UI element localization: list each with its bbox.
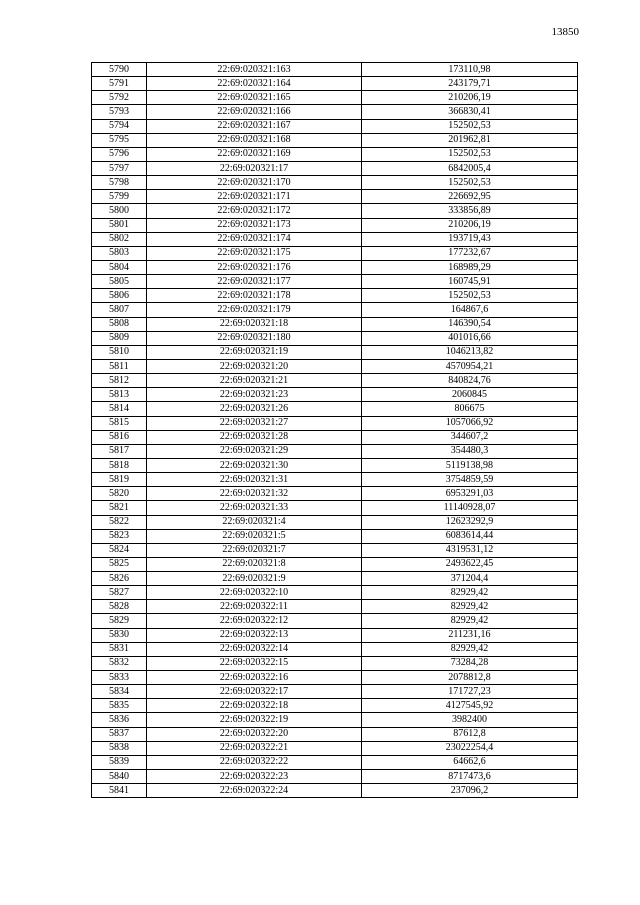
row-number-cell: 5841	[92, 784, 147, 798]
value-cell: 243179,71	[362, 77, 578, 91]
table-row	[92, 515, 578, 529]
value-cell: 2078812,8	[362, 671, 578, 685]
table-row	[92, 755, 578, 769]
cadastral-number-cell: 22:69:020322:12	[147, 614, 362, 628]
row-number-cell: 5831	[92, 642, 147, 656]
cadastral-number-cell: 22:69:020322:14	[147, 642, 362, 656]
value-cell: 5119138,98	[362, 458, 578, 472]
value-cell: 3754859,59	[362, 473, 578, 487]
value-cell: 2060845	[362, 388, 578, 402]
cadastral-number-cell: 22:69:020322:23	[147, 770, 362, 784]
value-cell: 6953291,03	[362, 487, 578, 501]
cadastral-number-cell: 22:69:020321:20	[147, 359, 362, 373]
value-cell: 333856,89	[362, 204, 578, 218]
value-cell: 160745,91	[362, 275, 578, 289]
table-row	[92, 430, 578, 444]
cadastral-number-cell: 22:69:020321:9	[147, 572, 362, 586]
value-cell: 226692,95	[362, 190, 578, 204]
row-number-cell: 5798	[92, 176, 147, 190]
cadastral-number-cell: 22:69:020321:170	[147, 176, 362, 190]
table-row	[92, 345, 578, 359]
value-cell: 237096,2	[362, 784, 578, 798]
table-row	[92, 487, 578, 501]
row-number-cell: 5834	[92, 685, 147, 699]
row-number-cell: 5820	[92, 487, 147, 501]
row-number-cell: 5840	[92, 770, 147, 784]
table-row	[92, 105, 578, 119]
table-row	[92, 303, 578, 317]
row-number-cell: 5794	[92, 119, 147, 133]
row-number-cell: 5812	[92, 374, 147, 388]
cadastral-number-cell: 22:69:020321:175	[147, 246, 362, 260]
table-row	[92, 713, 578, 727]
cadastral-number-cell: 22:69:020321:168	[147, 133, 362, 147]
cadastral-number-cell: 22:69:020321:172	[147, 204, 362, 218]
cadastral-number-cell: 22:69:020321:29	[147, 444, 362, 458]
row-number-cell: 5790	[92, 63, 147, 77]
value-cell: 4570954,21	[362, 359, 578, 373]
value-cell: 64662,6	[362, 755, 578, 769]
cadastral-number-cell: 22:69:020321:174	[147, 232, 362, 246]
row-number-cell: 5801	[92, 218, 147, 232]
row-number-cell: 5806	[92, 289, 147, 303]
row-number-cell: 5829	[92, 614, 147, 628]
cadastral-number-cell: 22:69:020321:30	[147, 458, 362, 472]
value-cell: 152502,53	[362, 289, 578, 303]
value-cell: 152502,53	[362, 176, 578, 190]
table-row	[92, 402, 578, 416]
row-number-cell: 5827	[92, 586, 147, 600]
row-number-cell: 5810	[92, 345, 147, 359]
row-number-cell: 5822	[92, 515, 147, 529]
value-cell: 12623292,9	[362, 515, 578, 529]
row-number-cell: 5803	[92, 246, 147, 260]
value-cell: 806675	[362, 402, 578, 416]
value-cell: 8717473,6	[362, 770, 578, 784]
cadastral-number-cell: 22:69:020321:4	[147, 515, 362, 529]
cadastral-number-cell: 22:69:020321:8	[147, 557, 362, 571]
cadastral-number-cell: 22:69:020321:176	[147, 260, 362, 274]
table-row	[92, 161, 578, 175]
value-cell: 82929,42	[362, 642, 578, 656]
value-cell: 23022254,4	[362, 741, 578, 755]
cadastral-number-cell: 22:69:020321:18	[147, 317, 362, 331]
table-row	[92, 91, 578, 105]
cadastral-number-cell: 22:69:020321:177	[147, 275, 362, 289]
cadastral-number-cell: 22:69:020321:27	[147, 416, 362, 430]
value-cell: 371204,4	[362, 572, 578, 586]
table-row	[92, 190, 578, 204]
value-cell: 82929,42	[362, 614, 578, 628]
value-cell: 164867,6	[362, 303, 578, 317]
value-cell: 171727,23	[362, 685, 578, 699]
cadastral-value-table	[91, 62, 578, 798]
row-number-cell: 5816	[92, 430, 147, 444]
value-cell: 3982400	[362, 713, 578, 727]
row-number-cell: 5814	[92, 402, 147, 416]
value-cell: 366830,41	[362, 105, 578, 119]
cadastral-number-cell: 22:69:020321:165	[147, 91, 362, 105]
cadastral-number-cell: 22:69:020321:7	[147, 543, 362, 557]
cadastral-number-cell: 22:69:020321:178	[147, 289, 362, 303]
cadastral-number-cell: 22:69:020321:179	[147, 303, 362, 317]
cadastral-number-cell: 22:69:020321:33	[147, 501, 362, 515]
row-number-cell: 5791	[92, 77, 147, 91]
row-number-cell: 5819	[92, 473, 147, 487]
cadastral-number-cell: 22:69:020322:24	[147, 784, 362, 798]
value-cell: 210206,19	[362, 218, 578, 232]
cadastral-number-cell: 22:69:020321:171	[147, 190, 362, 204]
value-cell: 1046213,82	[362, 345, 578, 359]
page-number: 13850	[551, 26, 579, 38]
cadastral-number-cell: 22:69:020322:18	[147, 699, 362, 713]
table-row	[92, 77, 578, 91]
row-number-cell: 5795	[92, 133, 147, 147]
cadastral-number-cell: 22:69:020322:13	[147, 628, 362, 642]
cadastral-number-cell: 22:69:020321:163	[147, 63, 362, 77]
table-row	[92, 119, 578, 133]
table-row	[92, 656, 578, 670]
table-row	[92, 260, 578, 274]
table-row	[92, 685, 578, 699]
table-row	[92, 529, 578, 543]
table-row	[92, 359, 578, 373]
row-number-cell: 5811	[92, 359, 147, 373]
cadastral-number-cell: 22:69:020322:20	[147, 727, 362, 741]
value-cell: 177232,67	[362, 246, 578, 260]
value-cell: 840824,76	[362, 374, 578, 388]
table-row	[92, 501, 578, 515]
row-number-cell: 5826	[92, 572, 147, 586]
cadastral-number-cell: 22:69:020321:32	[147, 487, 362, 501]
cadastral-number-cell: 22:69:020321:19	[147, 345, 362, 359]
cadastral-number-cell: 22:69:020322:21	[147, 741, 362, 755]
table-row	[92, 63, 578, 77]
cadastral-number-cell: 22:69:020321:5	[147, 529, 362, 543]
table-row	[92, 784, 578, 798]
value-cell: 2493622,45	[362, 557, 578, 571]
table-row	[92, 586, 578, 600]
row-number-cell: 5830	[92, 628, 147, 642]
value-cell: 344607,2	[362, 430, 578, 444]
row-number-cell: 5833	[92, 671, 147, 685]
row-number-cell: 5838	[92, 741, 147, 755]
table-row	[92, 444, 578, 458]
table-row	[92, 133, 578, 147]
table-row	[92, 770, 578, 784]
row-number-cell: 5832	[92, 656, 147, 670]
table-row	[92, 147, 578, 161]
table-row	[92, 614, 578, 628]
cadastral-number-cell: 22:69:020321:26	[147, 402, 362, 416]
row-number-cell: 5807	[92, 303, 147, 317]
row-number-cell: 5835	[92, 699, 147, 713]
value-cell: 1057066,92	[362, 416, 578, 430]
table-row	[92, 600, 578, 614]
value-cell: 6083614,44	[362, 529, 578, 543]
table-row	[92, 416, 578, 430]
row-number-cell: 5817	[92, 444, 147, 458]
row-number-cell: 5818	[92, 458, 147, 472]
value-cell: 152502,53	[362, 147, 578, 161]
row-number-cell: 5813	[92, 388, 147, 402]
table-row	[92, 572, 578, 586]
cadastral-number-cell: 22:69:020321:28	[147, 430, 362, 444]
table-row	[92, 727, 578, 741]
value-cell: 211231,16	[362, 628, 578, 642]
row-number-cell: 5804	[92, 260, 147, 274]
table-row	[92, 232, 578, 246]
cadastral-number-cell: 22:69:020321:167	[147, 119, 362, 133]
value-cell: 82929,42	[362, 586, 578, 600]
table-row	[92, 473, 578, 487]
row-number-cell: 5823	[92, 529, 147, 543]
row-number-cell: 5839	[92, 755, 147, 769]
value-cell: 87612,8	[362, 727, 578, 741]
row-number-cell: 5815	[92, 416, 147, 430]
row-number-cell: 5825	[92, 557, 147, 571]
value-cell: 201962,81	[362, 133, 578, 147]
cadastral-number-cell: 22:69:020321:21	[147, 374, 362, 388]
row-number-cell: 5793	[92, 105, 147, 119]
cadastral-number-cell: 22:69:020322:10	[147, 586, 362, 600]
value-cell: 4319531,12	[362, 543, 578, 557]
cadastral-number-cell: 22:69:020321:173	[147, 218, 362, 232]
row-number-cell: 5824	[92, 543, 147, 557]
value-cell: 11140928,07	[362, 501, 578, 515]
value-cell: 4127545,92	[362, 699, 578, 713]
row-number-cell: 5797	[92, 161, 147, 175]
row-number-cell: 5805	[92, 275, 147, 289]
value-cell: 82929,42	[362, 600, 578, 614]
cadastral-number-cell: 22:69:020322:17	[147, 685, 362, 699]
cadastral-number-cell: 22:69:020322:15	[147, 656, 362, 670]
cadastral-number-cell: 22:69:020322:16	[147, 671, 362, 685]
row-number-cell: 5802	[92, 232, 147, 246]
table-row	[92, 671, 578, 685]
row-number-cell: 5828	[92, 600, 147, 614]
value-cell: 152502,53	[362, 119, 578, 133]
cadastral-number-cell: 22:69:020321:166	[147, 105, 362, 119]
table-row	[92, 557, 578, 571]
value-cell: 210206,19	[362, 91, 578, 105]
table-body	[92, 63, 578, 798]
table-row	[92, 741, 578, 755]
table-row	[92, 388, 578, 402]
row-number-cell: 5836	[92, 713, 147, 727]
row-number-cell: 5821	[92, 501, 147, 515]
table-row	[92, 628, 578, 642]
value-cell: 73284,28	[362, 656, 578, 670]
table-row	[92, 204, 578, 218]
cadastral-number-cell: 22:69:020321:164	[147, 77, 362, 91]
table-row	[92, 331, 578, 345]
cadastral-number-cell: 22:69:020321:169	[147, 147, 362, 161]
value-cell: 6842005,4	[362, 161, 578, 175]
value-cell: 173110,98	[362, 63, 578, 77]
table-row	[92, 275, 578, 289]
table-row	[92, 289, 578, 303]
table-row	[92, 246, 578, 260]
table-row	[92, 699, 578, 713]
table-row	[92, 218, 578, 232]
cadastral-number-cell: 22:69:020322:22	[147, 755, 362, 769]
value-cell: 401016,66	[362, 331, 578, 345]
cadastral-number-cell: 22:69:020322:11	[147, 600, 362, 614]
value-cell: 146390,54	[362, 317, 578, 331]
table-row	[92, 176, 578, 190]
value-cell: 193719,43	[362, 232, 578, 246]
table-row	[92, 374, 578, 388]
row-number-cell: 5837	[92, 727, 147, 741]
table-row	[92, 317, 578, 331]
row-number-cell: 5796	[92, 147, 147, 161]
value-cell: 168989,29	[362, 260, 578, 274]
table-row	[92, 458, 578, 472]
cadastral-number-cell: 22:69:020321:31	[147, 473, 362, 487]
row-number-cell: 5800	[92, 204, 147, 218]
row-number-cell: 5792	[92, 91, 147, 105]
row-number-cell: 5808	[92, 317, 147, 331]
value-cell: 354480,3	[362, 444, 578, 458]
row-number-cell: 5799	[92, 190, 147, 204]
cadastral-number-cell: 22:69:020321:23	[147, 388, 362, 402]
cadastral-number-cell: 22:69:020321:180	[147, 331, 362, 345]
table-row	[92, 642, 578, 656]
row-number-cell: 5809	[92, 331, 147, 345]
cadastral-number-cell: 22:69:020322:19	[147, 713, 362, 727]
cadastral-number-cell: 22:69:020321:17	[147, 161, 362, 175]
table-row	[92, 543, 578, 557]
